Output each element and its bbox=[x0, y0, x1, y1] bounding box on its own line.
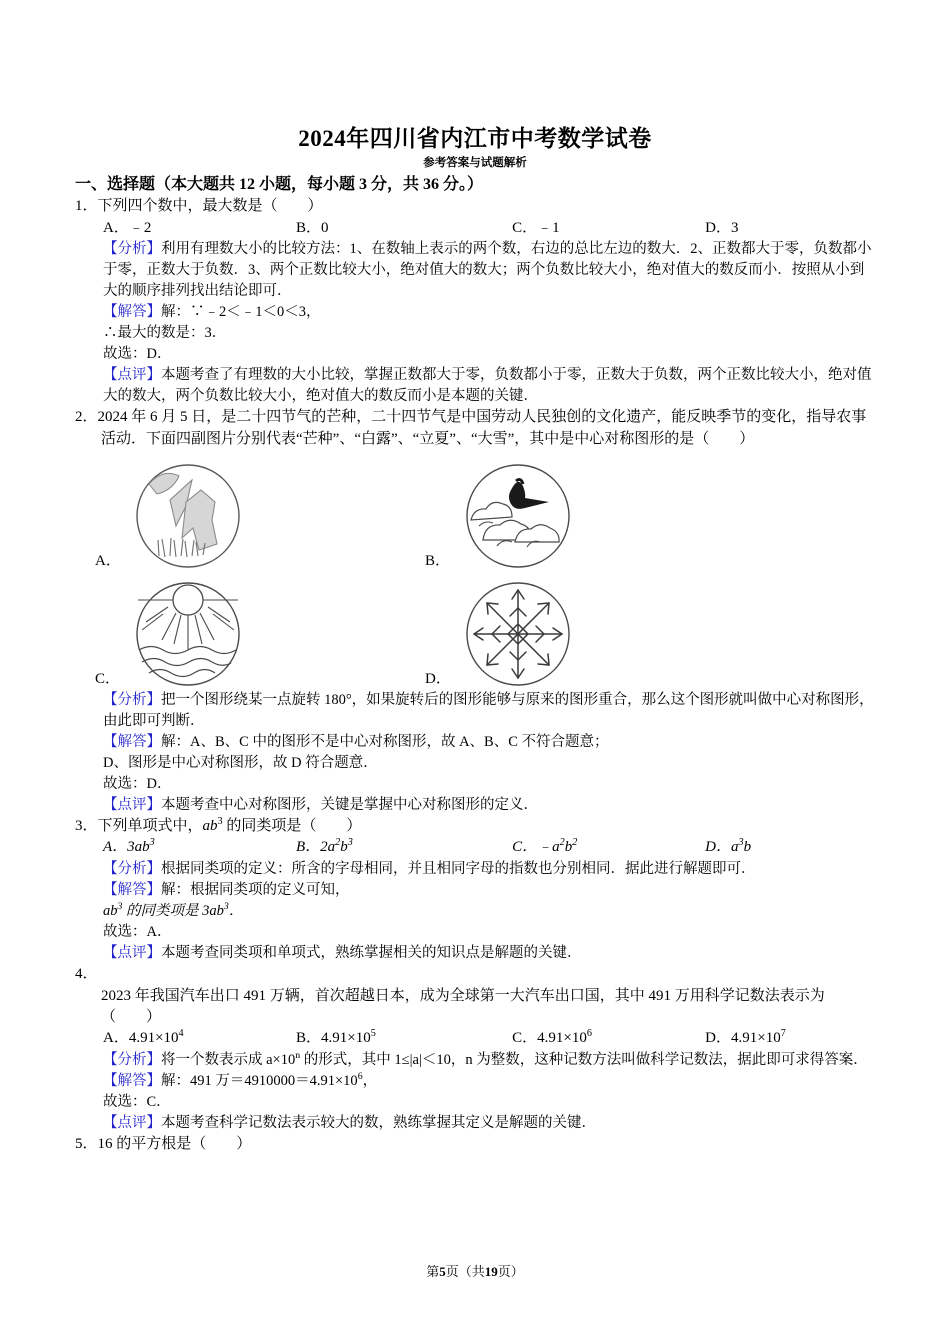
figure-cell-c[interactable] bbox=[95, 578, 425, 690]
question-3-option-d[interactable]: D．$a^3b$ bbox=[705, 837, 752, 856]
question-1-text: 下列四个数中，最大数是（ ） bbox=[97, 198, 323, 215]
question-1-solution-line-3: 故选：D． bbox=[103, 346, 172, 363]
question-3-option-c[interactable]: C．$﹣a^2b^2$ bbox=[512, 837, 578, 856]
page-subtitle: 参考答案与试题解析 bbox=[423, 156, 527, 169]
white-dew-figure bbox=[459, 460, 577, 572]
question-1-stem bbox=[75, 196, 875, 217]
question-4-number: 4． bbox=[75, 966, 98, 983]
question-1-option-c[interactable]: C．﹣1 bbox=[512, 219, 560, 236]
analysis-tag: 【分析】 bbox=[103, 241, 161, 258]
question-1 bbox=[75, 196, 875, 407]
question-2 bbox=[75, 407, 875, 816]
question-2-analysis bbox=[75, 690, 875, 732]
question-1-option-b[interactable]: B．0 bbox=[296, 219, 329, 236]
footer-current-page: 5 bbox=[439, 1264, 446, 1280]
question-3-text-part-2: 的同类项是（ ） bbox=[222, 818, 362, 835]
question-5-text: 16 的平方根是（ ） bbox=[97, 1135, 252, 1152]
question-1-solution-line-1 bbox=[75, 302, 875, 323]
question-1-option-d[interactable]: D．3 bbox=[705, 219, 739, 236]
footer-suffix: 页） bbox=[497, 1264, 524, 1280]
question-3-comment bbox=[75, 943, 875, 964]
question-1-solution-text-1: 解：∵﹣2＜﹣1＜0＜3， bbox=[161, 304, 321, 321]
question-3-text-part-1: 下列单项式中， bbox=[97, 818, 203, 835]
figure-cell-a[interactable] bbox=[95, 460, 425, 572]
figure-label-b: B． bbox=[425, 553, 451, 570]
analysis-tag: 【分析】 bbox=[103, 692, 161, 709]
question-4-option-b[interactable]: B．$4.91\times 10^5$ bbox=[296, 1028, 376, 1047]
question-3-solution-text-1: 解：根据同类项的定义可知， bbox=[161, 882, 350, 899]
grain-in-ear-figure bbox=[129, 460, 247, 572]
figure-row-top bbox=[95, 454, 875, 572]
question-3-solution-line-2: $ab^3$ 的同类项是 $3ab^3$． bbox=[103, 901, 244, 920]
question-4-text: 2023 年我国汽车出口 491 万辆，首次超越日本，成为全球第一大汽车出口国，其中 491 万用科学记数法表示为（ ） bbox=[101, 987, 825, 1025]
question-4-stem bbox=[75, 964, 875, 1028]
page-number-label bbox=[418, 1263, 532, 1282]
comment-tag: 【点评】 bbox=[103, 1114, 161, 1131]
page-title: 2024年四川省内江市中考数学试卷 bbox=[298, 126, 652, 151]
figure-cell-b[interactable] bbox=[425, 460, 755, 572]
question-4-option-a[interactable]: A．$4.91\times 10^4$ bbox=[103, 1028, 184, 1047]
question-2-comment-text: 本题考查中心对称图形，关键是掌握中心对称图形的定义． bbox=[161, 797, 538, 814]
question-1-analysis bbox=[75, 239, 875, 302]
major-snow-figure bbox=[459, 578, 577, 690]
question-2-analysis-text: 把一个图形绕某一点旋转 180°，如果旋转后的图形能够与原来的图形重合，那么这个图形就叫做中心对称图形，由此即可判断． bbox=[103, 692, 874, 730]
question-2-figures bbox=[75, 454, 875, 690]
question-2-solution-text-1: 解：A、B、C 中的图形不是中心对称图形，故 A、B、C 不符合题意； bbox=[161, 734, 609, 751]
question-3-comment-text: 本题考查同类项和单项式，熟练掌握相关的知识点是解题的关键． bbox=[161, 945, 582, 962]
question-3-solution-line-1 bbox=[75, 880, 875, 901]
question-2-solution-line-2: D、图形是中心对称图形，故 D 符合题意． bbox=[103, 755, 378, 772]
question-5-stem bbox=[75, 1134, 875, 1155]
question-3-analysis-text: 根据同类项的定义：所含的字母相同，并且相同字母的指数也分别相同．据此进行解题即可． bbox=[161, 861, 756, 878]
question-4-option-d[interactable]: D．$4.91\times 10^7$ bbox=[705, 1028, 786, 1047]
figure-label-d: D． bbox=[425, 671, 451, 688]
question-1-options bbox=[75, 218, 875, 240]
figure-label-c: C． bbox=[95, 671, 121, 688]
start-of-summer-figure bbox=[129, 578, 247, 690]
question-3-expr-base: ab bbox=[202, 818, 218, 835]
question-1-comment bbox=[75, 365, 875, 407]
question-2-text: 2024 年 6 月 5 日，是二十四节气的芒种，二十四节气是中国劳动人民独创的文化遗产，能反映季节的变化，指导农事活动．下面四副图片分别代表“芒种”、“白露”、“立夏”、“大雪”，其中是中心对称图形的是（ ） bbox=[97, 409, 867, 447]
solution-tag: 【解答】 bbox=[103, 734, 161, 751]
question-4-solution-line-1 bbox=[75, 1071, 875, 1092]
question-4 bbox=[75, 964, 875, 1134]
question-3-solution-line-3: 故选：A． bbox=[103, 924, 172, 941]
question-2-stem bbox=[75, 407, 875, 450]
footer-prefix: 第 bbox=[426, 1264, 440, 1280]
footer-middle: 页（共 bbox=[445, 1264, 485, 1280]
question-2-solution-line-1 bbox=[75, 732, 875, 753]
page-content bbox=[75, 125, 875, 1155]
question-3 bbox=[75, 816, 875, 964]
question-2-number: 2． bbox=[75, 409, 98, 426]
analysis-tag: 【分析】 bbox=[103, 1051, 161, 1068]
comment-tag: 【点评】 bbox=[103, 945, 161, 962]
comment-tag: 【点评】 bbox=[103, 797, 161, 814]
comment-tag: 【点评】 bbox=[103, 367, 161, 384]
question-3-option-b[interactable]: B．$2a^2b^3$ bbox=[296, 837, 353, 856]
question-1-comment-text: 本题考查了有理数的大小比较，掌握正数都大于零，负数都小于零，正数大于负数，两个正数比较大小，绝对值大的数大，两个负数比较大小，绝对值大的数反而小是本题的关键． bbox=[103, 367, 872, 405]
question-3-options bbox=[75, 837, 875, 859]
question-1-solution-line-2: ∴最大的数是：3． bbox=[103, 325, 227, 342]
figure-cell-d[interactable] bbox=[425, 578, 755, 690]
question-3-stem bbox=[75, 816, 875, 837]
footer-total-pages: 19 bbox=[484, 1264, 498, 1280]
figure-row-bottom bbox=[95, 572, 875, 690]
question-4-comment bbox=[75, 1113, 875, 1134]
question-4-options bbox=[75, 1028, 875, 1050]
figure-label-a: A． bbox=[95, 553, 121, 570]
question-1-option-a[interactable]: A．﹣2 bbox=[103, 219, 152, 236]
question-2-solution-line-3: 故选：D． bbox=[103, 776, 172, 793]
solution-tag: 【解答】 bbox=[103, 882, 161, 899]
question-3-analysis bbox=[75, 859, 875, 880]
question-1-analysis-text: 利用有理数大小的比较方法：1、在数轴上表示的两个数，右边的总比左边的数大．2、正数都大于零，负数都小于零，正数大于负数．3、两个正数比较大小，绝对值大的数大；两个负数比较大小，绝对值大的数反而小．按照从小到大的顺序排列找出结论即可． bbox=[103, 241, 872, 300]
question-3-option-a[interactable]: A．$3ab^3$ bbox=[103, 837, 155, 856]
page-footer bbox=[0, 1263, 950, 1282]
analysis-tag: 【分析】 bbox=[103, 861, 161, 878]
question-3-expr-exponent: 3 bbox=[217, 816, 223, 828]
question-4-option-c[interactable]: C．$4.91\times 10^6$ bbox=[512, 1028, 592, 1047]
solution-tag: 【解答】 bbox=[103, 304, 161, 321]
question-4-solution-text-1: 解：491 万$=4910000=4.91\times 10^6$， bbox=[161, 1071, 378, 1089]
question-4-analysis-text: 将一个数表示成 $a\times 10^n$ 的形式，其中 1≤|a|＜10，n 为整数，这种记数方法叫做科学记数法，据此即可求得答案． bbox=[161, 1050, 868, 1068]
section-title-choice: 一、选择题（本大题共 12 小题，每小题 3 分，共 36 分。） bbox=[75, 175, 484, 193]
question-4-comment-text: 本题考查科学记数法表示较大的数，熟练掌握其定义是解题的关键． bbox=[161, 1114, 596, 1131]
solution-tag: 【解答】 bbox=[103, 1072, 161, 1089]
question-2-comment bbox=[75, 795, 875, 816]
question-5 bbox=[75, 1134, 875, 1155]
question-1-number: 1． bbox=[75, 198, 98, 215]
question-4-solution-line-2: 故选：C． bbox=[103, 1093, 171, 1110]
question-5-number: 5． bbox=[75, 1135, 98, 1152]
question-4-analysis bbox=[75, 1050, 875, 1071]
question-3-number: 3． bbox=[75, 818, 98, 835]
